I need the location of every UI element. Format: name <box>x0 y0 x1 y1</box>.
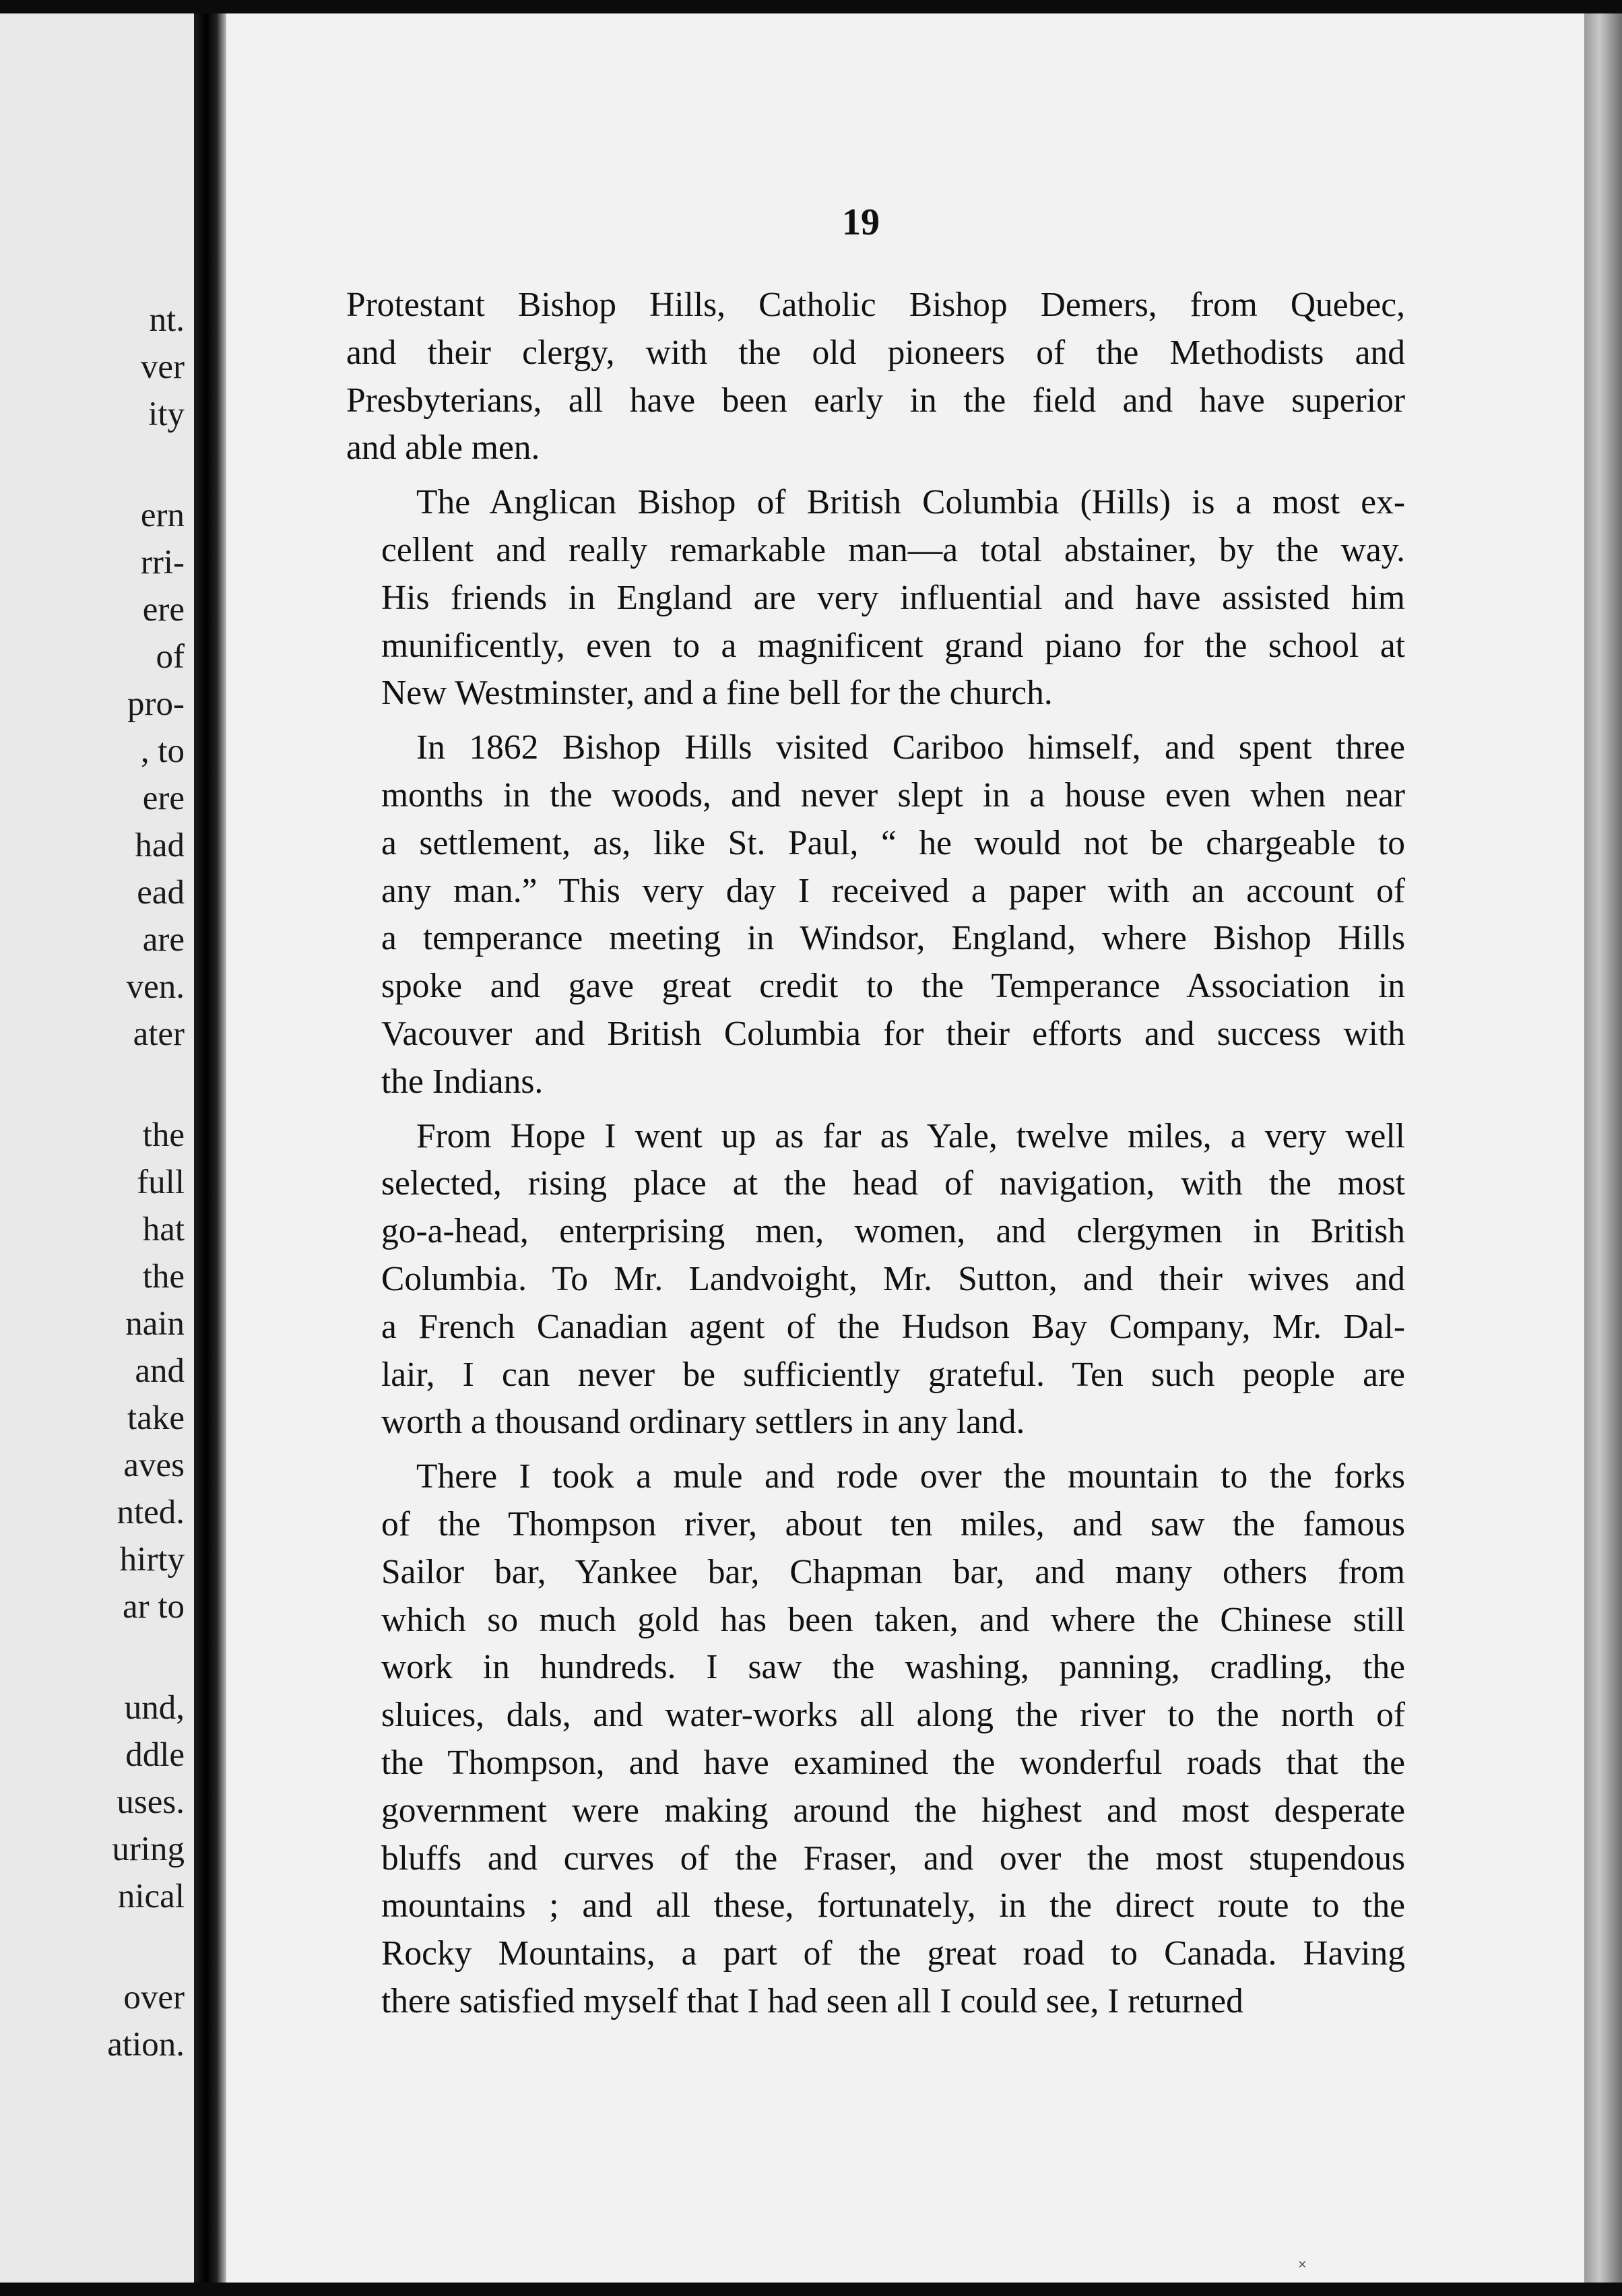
text-line: the Indians. <box>381 1062 544 1101</box>
text-line: Rocky Mountains, a part of the great road to Canada. Having <box>381 1934 1405 1973</box>
paragraph <box>346 1113 1405 1447</box>
text-line: selected, rising place at the head of navigation, with the most <box>381 1164 1405 1203</box>
facing-page-text-fragment: hat <box>142 1211 185 1248</box>
text-line: munificently, even to a magnificent grand piano for the school at <box>381 626 1405 665</box>
text-line: Sailor bar, Yankee bar, Chapman bar, and many others from <box>381 1552 1405 1591</box>
body-text <box>346 282 1405 2033</box>
text-line: any man.” This very day I received a paper with an account of <box>381 871 1405 910</box>
facing-page-text-fragment: ity <box>148 395 185 433</box>
facing-page-text-fragment: are <box>142 921 185 959</box>
facing-page-text-fragment: full <box>137 1163 185 1201</box>
facing-page-text-fragment: und, <box>124 1689 185 1727</box>
text-line: mountains ; and all these, fortunately, in the direct route to the <box>381 1886 1405 1925</box>
facing-page-text-fragment: rri- <box>140 544 185 581</box>
facing-page-text-fragment: ater <box>133 1015 185 1053</box>
text-line: sluices, dals, and water-works all along the river to the north of <box>381 1696 1405 1735</box>
text-line: government were making around the highest and most desperate <box>381 1791 1405 1830</box>
facing-page-text-fragment: and <box>135 1352 185 1390</box>
facing-page-text-fragment: had <box>135 827 185 864</box>
text-line: From Hope I went up as far as Yale, twelve miles, a very well <box>416 1116 1405 1155</box>
text-line: a temperance meeting in Windsor, England, where Bishop Hills <box>381 919 1405 958</box>
paragraph <box>346 479 1405 718</box>
facing-page-text-fragment: the <box>142 1116 185 1154</box>
facing-page-text-fragment: of <box>156 638 185 676</box>
text-line: worth a thousand ordinary settlers in any land. <box>381 1403 1025 1442</box>
text-line: go-a-head, enterprising men, women, and clergymen in British <box>381 1212 1405 1251</box>
text-line: the Thompson, and have examined the wonderful roads that the <box>381 1743 1405 1782</box>
facing-page-text-fragment: nain <box>125 1305 185 1343</box>
facing-page-text-fragment: ven. <box>126 968 185 1006</box>
text-line: a settlement, as, like St. Paul, “ he would not be chargeable to <box>381 823 1405 862</box>
text-line: Presbyterians, all have been early in the field and have superior <box>346 381 1405 420</box>
text-line: of the Thompson river, about ten miles, and saw the famous <box>381 1504 1405 1543</box>
facing-page-text-fragment: nical <box>117 1878 185 1915</box>
facing-page-text-fragment: the <box>142 1258 185 1296</box>
facing-page-text-fragment: ddle <box>125 1736 185 1774</box>
text-line: lair, I can never be sufficiently grateful. Ten such people are <box>381 1355 1405 1394</box>
text-line: cellent and really remarkable man—a total abstainer, by the way. <box>381 530 1405 569</box>
facing-page-text-fragment: uring <box>112 1830 185 1868</box>
facing-page-text-fragment: ation. <box>107 2026 185 2064</box>
text-line: Vacouver and British Columbia for their efforts and success with <box>381 1014 1405 1053</box>
paragraph <box>346 1453 1405 2026</box>
text-line: There I took a mule and rode over the mountain to the forks <box>416 1457 1405 1496</box>
scan-mark: ˟ <box>1299 2258 1306 2279</box>
page-edge-shadow <box>1584 13 1622 2283</box>
facing-page-text-fragment: ar to <box>122 1588 185 1626</box>
facing-page-text-fragment: ver <box>140 348 185 386</box>
text-line: and their clergy, with the old pioneers of the Methodists and <box>346 333 1405 372</box>
paragraph <box>346 724 1405 1106</box>
facing-page-text-fragment: over <box>123 1979 185 2016</box>
text-line: work in hundreds. I saw the washing, panning, cradling, the <box>381 1648 1405 1687</box>
text-line: which so much gold has been taken, and where the Chinese still <box>381 1600 1405 1639</box>
text-line: Columbia. To Mr. Landvoight, Mr. Sutton, and their wives and <box>381 1259 1405 1298</box>
text-line: New Westminster, and a fine bell for the church. <box>381 674 1053 713</box>
paragraph <box>346 282 1405 472</box>
text-line: months in the woods, and never slept in a house even when near <box>381 775 1405 815</box>
facing-page-text-fragment: aves <box>123 1446 185 1484</box>
facing-page-text-fragment: nted. <box>117 1494 185 1531</box>
text-line: His friends in England are very influential and have assisted him <box>381 578 1405 617</box>
text-line: The Anglican Bishop of British Columbia (Hills) is a most ex- <box>416 483 1405 522</box>
text-line: Protestant Bishop Hills, Catholic Bishop Demers, from Quebec, <box>346 286 1405 324</box>
facing-page-text-fragment: ead <box>137 874 185 912</box>
facing-page-text-fragment: take <box>127 1399 185 1437</box>
facing-page-text-fragment: uses. <box>117 1783 185 1821</box>
facing-page-text-fragment: ere <box>142 779 185 817</box>
page-number: 19 <box>842 201 880 243</box>
text-line: spoke and gave great credit to the Temperance Association in <box>381 967 1405 1006</box>
book-gutter <box>194 13 226 2283</box>
facing-page-text-fragment: ere <box>142 591 185 629</box>
text-line: bluffs and curves of the Fraser, and over the most stupendous <box>381 1839 1405 1878</box>
text-line: there satisfied myself that I had seen all I could see, I returned <box>381 1981 1243 2020</box>
facing-page-text-fragment: pro- <box>127 685 185 723</box>
text-line: and able men. <box>346 428 540 468</box>
text-line: a French Canadian agent of the Hudson Bay Company, Mr. Dal- <box>381 1307 1405 1346</box>
text-line: In 1862 Bishop Hills visited Cariboo himself, and spent three <box>416 728 1405 767</box>
facing-page-text-fragment: nt. <box>149 301 185 339</box>
facing-page-edge <box>0 13 194 2283</box>
facing-page-text-fragment: , to <box>140 732 185 770</box>
facing-page-text-fragment: hirty <box>119 1541 185 1578</box>
facing-page-text-fragment: ern <box>140 497 185 534</box>
